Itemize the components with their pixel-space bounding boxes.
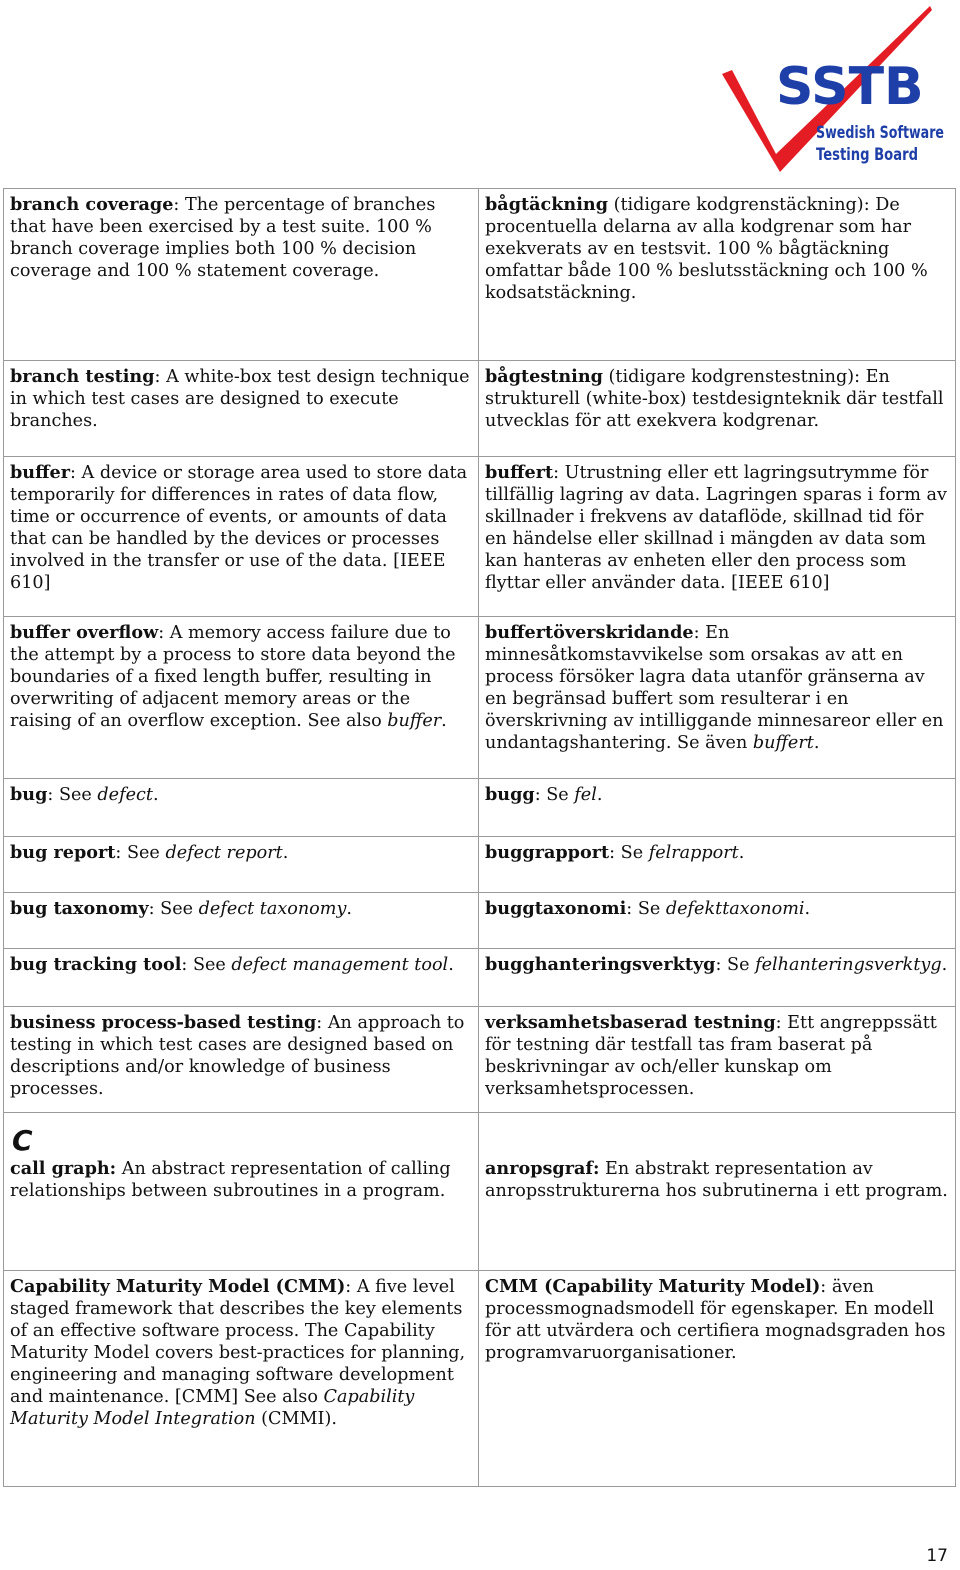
separator: : — [693, 623, 706, 643]
definition-text: Utrustning eller ett lagringsutrymme för tillfällig lagring av data. Lagringen sparas i form av skillnader i frekvens av dataflöde, skillnad tid för en händelse eller skillnad i mängden av data som kan hanteras av enheten eller den process som flyttar eller använder data. [IEEE 610] — [485, 463, 947, 593]
separator: : — [316, 1013, 328, 1033]
glossary-entry — [485, 366, 949, 432]
cross-reference: defect — [97, 785, 153, 805]
separator: : — [854, 367, 866, 387]
glossary-entry — [10, 194, 472, 282]
glossary-entry — [485, 194, 949, 304]
definition-text: En minnesåtkomstavvikelse som orsakas av att en process försöker lagra data utanför gränserna av en begränsad buffert som resulterar i en överskrivning av intilliggande minnesareor eller en undantagshantering. Se även — [485, 623, 944, 753]
separator: : — [148, 899, 161, 919]
definition-text: Ett angreppssätt för testning där testfall tas fram baserat på beskrivningar av och/eller kunskap om verksamhetsprocessen. — [485, 1013, 937, 1099]
term: bug tracking tool — [10, 954, 182, 975]
term-qualifier: (tidigare kodgrenstäckning) — [608, 195, 864, 215]
glossary-row — [4, 1113, 956, 1271]
term: bug — [10, 784, 48, 805]
glossary-row — [4, 949, 956, 1007]
definition-text: An abstract representation of calling relationships between subroutines in a program. — [10, 1159, 451, 1201]
term: Capability Maturity Model (CMM) — [10, 1276, 346, 1297]
definition-text: A five level staged framework that describes the key elements of an effective software process. The Capability Maturity Model covers best-practices for planning, engineering and managing software development and maintenance. [CMM] See also — [10, 1277, 466, 1407]
english-definition-cell — [4, 189, 479, 361]
term: buffert — [485, 462, 554, 483]
swedish-definition-cell — [479, 949, 956, 1007]
definition-text: De procentuella delarna av alla kodgrenar som har exekverats av en testsvit. 100 % bågtäckning omfattar både 100 % beslutsstäckning och 100 % kodsatstäckning. — [485, 195, 928, 303]
term: bug taxonomy — [10, 898, 149, 919]
definition-text: Se — [727, 955, 756, 975]
cross-reference: defect management tool — [231, 955, 449, 975]
cross-reference: defect report — [165, 843, 283, 863]
term: bågtäckning — [485, 194, 609, 215]
glossary-row — [4, 837, 956, 893]
definition-tail: . — [346, 899, 352, 919]
definition-text: A memory access failure due to the attempt by a process to store data beyond the boundaries of a fixed length buffer, resulting in overwriting of adjacent memory areas or the raising of an overflow exception. See also — [10, 623, 456, 731]
term: buffertöverskridande — [485, 622, 694, 643]
swedish-definition-cell — [479, 189, 956, 361]
swedish-definition-cell — [479, 1007, 956, 1113]
swedish-definition-cell — [479, 893, 956, 949]
separator: : — [775, 1013, 788, 1033]
cross-reference: Capability Maturity Model Integration — [10, 1387, 415, 1429]
glossary-entry — [10, 1276, 472, 1430]
definition-tail: . — [441, 711, 447, 731]
glossary-row — [4, 893, 956, 949]
glossary-entry — [485, 898, 949, 920]
definition-text: En abstrakt representation av anropsstrukturerna hos subrutinerna i ett program. — [485, 1159, 948, 1201]
cross-reference: buffer — [387, 711, 442, 731]
english-definition-cell — [4, 837, 479, 893]
glossary-row — [4, 361, 956, 457]
separator: : — [715, 955, 728, 975]
glossary-entry — [10, 1158, 472, 1202]
logo-line1: Swedish Software — [816, 123, 944, 143]
separator: : — [553, 463, 565, 483]
term: bugghanteringsverktyg — [485, 954, 716, 975]
glossary-table — [3, 188, 956, 1487]
term: bågtestning — [485, 366, 603, 387]
glossary-entry — [485, 784, 949, 806]
logo-line2: Testing Board — [816, 145, 918, 165]
separator: : — [626, 899, 638, 919]
cross-reference: fel — [574, 785, 597, 805]
term: bugg — [485, 784, 535, 805]
definition-text: A white-box test design technique in which test cases are designed to execute branches. — [10, 367, 470, 431]
glossary-row — [4, 189, 956, 361]
term: anropsgraf: — [485, 1158, 600, 1179]
glossary-row — [4, 779, 956, 837]
swedish-definition-cell — [479, 361, 956, 457]
term: buffer overflow — [10, 622, 159, 643]
section-spacer — [485, 1118, 949, 1158]
english-definition-cell — [4, 1007, 479, 1113]
term: buffer — [10, 462, 70, 483]
glossary-entry — [10, 954, 472, 976]
glossary-entry — [485, 954, 949, 976]
term: branch coverage — [10, 194, 174, 215]
definition-text: An approach to testing in which test cases are designed based on descriptions and/or knowledge of business processes. — [10, 1013, 465, 1099]
definition-text: A device or storage area used to store data temporarily for differences in rates of data flow, time or occurrence of events, or amounts of data that can be handled by the devices or processes involved in the transfer or use of the data. [IEEE 610] — [10, 463, 468, 593]
english-definition-cell — [4, 1113, 479, 1271]
definition-tail: . — [596, 785, 603, 805]
separator: : — [47, 785, 59, 805]
glossary-entry — [485, 1158, 949, 1202]
glossary-entry — [485, 1012, 949, 1100]
term: buggrapport — [485, 842, 610, 863]
term: branch testing — [10, 366, 155, 387]
glossary-row — [4, 457, 956, 617]
separator: : — [115, 843, 127, 863]
definition-text: See — [192, 955, 232, 975]
definition-tail: . — [448, 955, 454, 975]
separator: : — [534, 785, 547, 805]
separator: : — [158, 623, 170, 643]
definition-text: See — [126, 843, 166, 863]
english-definition-cell — [4, 779, 479, 837]
swedish-definition-cell — [479, 837, 956, 893]
term: business process-based testing — [10, 1012, 317, 1033]
glossary-entry — [10, 842, 472, 864]
term: CMM (Capability Maturity Model) — [485, 1276, 821, 1297]
page-number: 17 — [926, 1546, 948, 1566]
logo-name: SSTB — [776, 57, 924, 117]
definition-text: Se — [620, 843, 649, 863]
term: bug report — [10, 842, 116, 863]
glossary-entry — [10, 366, 472, 432]
term: call graph: — [10, 1158, 117, 1179]
definition-tail: . — [941, 955, 948, 975]
definition-tail: . — [152, 785, 159, 805]
definition-tail: (CMMI). — [255, 1409, 337, 1429]
definition-tail: . — [282, 843, 289, 863]
glossary-row — [4, 1007, 956, 1113]
definition-text: även processmognadsmodell för egenskaper. En modell för att utvärdera och certifiera mognadsgraden hos programvaruorganisationer. — [485, 1277, 946, 1363]
glossary-entry — [485, 622, 949, 754]
swedish-definition-cell — [479, 1271, 956, 1487]
cross-reference: defekttaxonomi — [665, 899, 805, 919]
cross-reference: felhanteringsverktyg — [755, 955, 942, 975]
cross-reference: defect taxonomy — [198, 899, 347, 919]
separator: : — [181, 955, 193, 975]
cross-reference: buffert — [752, 733, 814, 753]
english-definition-cell — [4, 457, 479, 617]
english-definition-cell — [4, 617, 479, 779]
separator: : — [70, 463, 82, 483]
definition-text: See — [160, 899, 199, 919]
definition-text: Se — [546, 785, 575, 805]
english-definition-cell — [4, 361, 479, 457]
glossary-entry — [10, 1012, 472, 1100]
english-definition-cell — [4, 893, 479, 949]
definition-text: Se — [637, 899, 666, 919]
glossary-row — [4, 617, 956, 779]
term: verksamhetsbaserad testning — [485, 1012, 776, 1033]
term: buggtaxonomi — [485, 898, 627, 919]
glossary-entry — [485, 462, 949, 594]
definition-tail: . — [813, 733, 820, 753]
separator: : — [609, 843, 621, 863]
separator: : — [154, 367, 167, 387]
english-definition-cell — [4, 949, 479, 1007]
swedish-definition-cell — [479, 1113, 956, 1271]
cross-reference: felrapport — [648, 843, 739, 863]
sstb-logo — [718, 4, 950, 172]
glossary-entry — [485, 842, 949, 864]
swedish-definition-cell — [479, 617, 956, 779]
swedish-definition-cell — [479, 779, 956, 837]
definition-text: The percentage of branches that have been exercised by a test suite. 100 % branch coverage implies both 100 % decision coverage and 100 % statement coverage. — [10, 195, 436, 281]
separator: : — [173, 195, 185, 215]
term-qualifier: (tidigare kodgrenstestning) — [602, 367, 855, 387]
glossary-entry — [10, 622, 472, 732]
definition-text: See — [58, 785, 98, 805]
separator: : — [820, 1277, 832, 1297]
separator: : — [345, 1277, 357, 1297]
swedish-definition-cell — [479, 457, 956, 617]
glossary-entry — [10, 898, 472, 920]
section-letter: C — [12, 1124, 33, 1157]
definition-tail: . — [738, 843, 745, 863]
separator: : — [863, 195, 876, 215]
glossary-entry — [10, 784, 472, 806]
definition-tail: . — [804, 899, 811, 919]
glossary-entry — [485, 1276, 949, 1364]
glossary-row — [4, 1271, 956, 1487]
glossary-entry — [10, 462, 472, 594]
definition-text: En strukturell (white-box) testdesignteknik där testfall utvecklas för att exekvera kodgrenar. — [485, 367, 944, 431]
english-definition-cell — [4, 1271, 479, 1487]
